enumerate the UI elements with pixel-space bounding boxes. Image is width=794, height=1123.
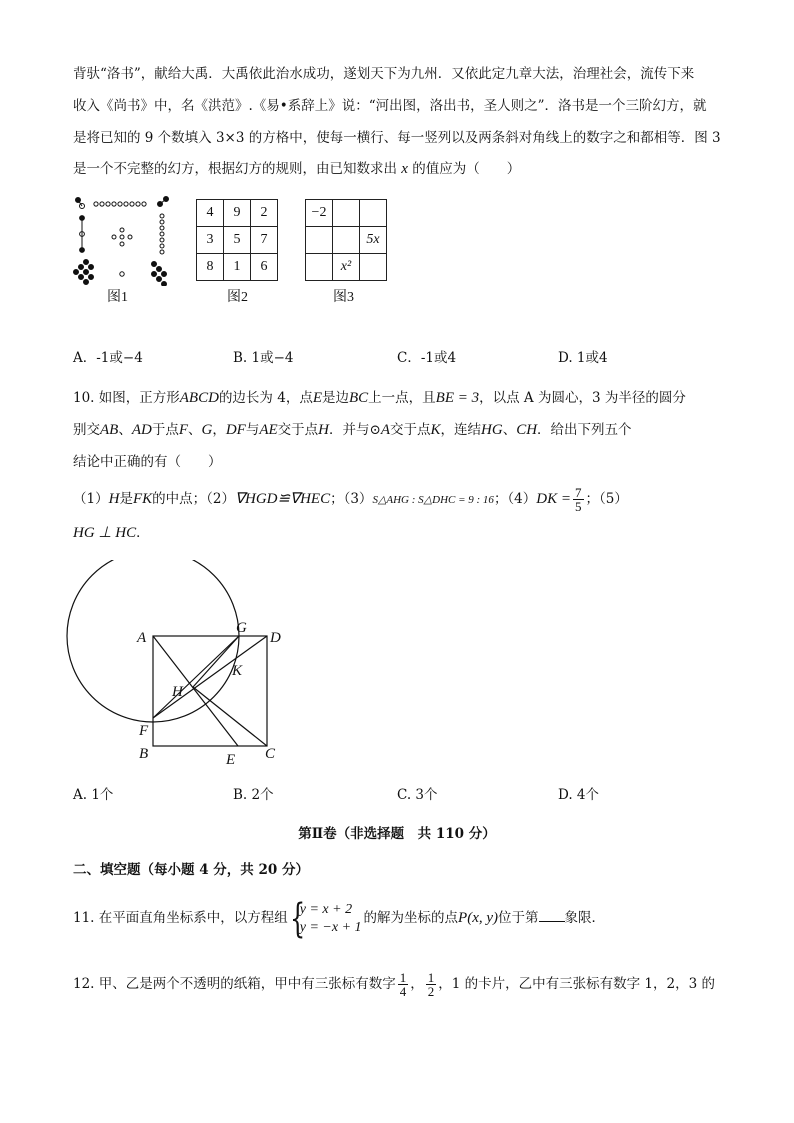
q10-option-b: B. 2个 xyxy=(233,787,274,803)
q10-text: 的边长为 4，点 xyxy=(218,390,313,406)
q10-math: A xyxy=(380,422,390,438)
luoshu-dot xyxy=(89,265,94,270)
q10-math: F xyxy=(178,422,188,438)
magic-cell: 5x xyxy=(360,227,387,254)
q10-text: 于点 xyxy=(151,422,179,438)
fraction-denominator: 2 xyxy=(427,984,435,999)
luoshu-dot xyxy=(136,202,140,206)
q10-math-area-ratio: S△AHG : S△DHC = 9 : 16 xyxy=(372,494,494,506)
geometry-figure xyxy=(60,560,300,770)
q10-math: E xyxy=(312,390,322,406)
fraction-seven-fifths xyxy=(573,486,584,513)
q10-math: DF xyxy=(225,422,246,438)
q10-text: （1） xyxy=(73,491,109,507)
equation-system xyxy=(289,895,362,942)
luoshu-dot xyxy=(118,202,122,206)
q9-line-4-text: 是一个不完整的幻方，根据幻方的规则，由已知数求出 xyxy=(73,161,397,177)
q10-math: HG ⊥ HC xyxy=(73,525,137,541)
q10-conclusions-line-2 xyxy=(73,523,733,543)
luoshu-dot xyxy=(124,202,128,206)
q10-text: 的中点；（2） xyxy=(152,491,235,507)
magic-cell: x² xyxy=(333,254,360,281)
q10-option-d: D. 4个 xyxy=(558,787,600,803)
q10-math: BE = 3 xyxy=(435,390,480,406)
q11-text: 象限． xyxy=(564,910,606,926)
magic-square-incomplete xyxy=(305,199,387,281)
q10-math: CH xyxy=(516,422,538,438)
q10-text: ，以点 A 为圆心，3 为半径的圆分 xyxy=(479,390,686,406)
luoshu-dot xyxy=(162,282,167,287)
q10-text: 10. 如图，正方形 xyxy=(73,390,180,406)
q9-line-3: 是将已知的 9 个数填入 3×3 的方格中，使每一横行、每一竖列以及两条斜对角线上的数字之和都相等．图 3 xyxy=(73,130,721,146)
fraction-one-half xyxy=(426,971,437,998)
label-d: D xyxy=(270,630,281,646)
luoshu-dot xyxy=(160,220,164,224)
magic-cell: 8 xyxy=(197,254,224,281)
q10-math: AB xyxy=(100,422,119,438)
q10-math: H xyxy=(108,491,120,507)
brace-icon: { xyxy=(289,895,306,942)
q9-option-b: B. 1或−4 xyxy=(233,350,294,366)
magic-cell: 3 xyxy=(197,227,224,254)
segment-ae xyxy=(153,636,238,746)
q10-text: ；（5） xyxy=(585,491,628,507)
luoshu-dot xyxy=(79,265,84,270)
luoshu-dot xyxy=(94,202,98,206)
magic-cell: 4 xyxy=(197,200,224,227)
luoshu-dot xyxy=(142,202,146,206)
q9-option-a: A．-1或−4 xyxy=(73,350,143,366)
q10-math: FK xyxy=(132,491,153,507)
section-title: 第Ⅱ卷（非选择题 共 110 分） xyxy=(298,826,496,842)
q12-text: ， xyxy=(410,976,424,992)
luoshu-dot xyxy=(84,260,89,265)
luoshu-dot xyxy=(157,267,162,272)
luoshu-dot xyxy=(128,235,132,239)
q9-line-4-end: 的值应为（ ） xyxy=(412,161,521,177)
magic-cell-empty xyxy=(306,227,333,254)
luoshu-dot xyxy=(120,242,124,246)
magic-cell-empty xyxy=(333,227,360,254)
segment-fg xyxy=(153,636,239,718)
fig2-caption: 图2 xyxy=(227,290,248,305)
fig1-caption: 图1 xyxy=(107,290,128,305)
luoshu-dot xyxy=(160,232,164,236)
luoshu-dot xyxy=(160,226,164,230)
q10-math: BC xyxy=(349,390,369,406)
q10-text: ；（4） xyxy=(493,491,537,507)
q10-text: 、 xyxy=(502,422,517,438)
luoshu-dot xyxy=(160,244,164,248)
q10-text: 交于点 xyxy=(277,422,319,438)
fraction-numerator: 7 xyxy=(575,485,582,500)
label-g: G xyxy=(236,620,247,636)
q10-math: DK = xyxy=(536,491,571,507)
q10-math: HG xyxy=(481,422,503,438)
luoshu-dot xyxy=(160,238,164,242)
fig3-caption: 图3 xyxy=(333,290,354,305)
section-heading: 二、填空题（每小题 4 分，共 20 分） xyxy=(73,862,309,878)
luoshu-dot xyxy=(130,202,134,206)
q11-text: 11. 在平面直角坐标系中，以方程组 xyxy=(73,910,288,926)
q10-line-1 xyxy=(73,388,733,408)
q11-line xyxy=(73,895,733,942)
label-e: E xyxy=(226,752,236,768)
q10-line-2 xyxy=(73,420,733,440)
q10-text: 上一点，且 xyxy=(368,390,436,406)
luoshu-dot xyxy=(152,262,157,267)
luoshu-dot xyxy=(120,228,124,232)
q10-math: AD xyxy=(131,422,152,438)
q10-text: 别交 xyxy=(73,422,100,438)
fraction-one-fourth xyxy=(398,971,409,998)
q10-math: K xyxy=(430,422,441,438)
magic-cell-empty xyxy=(333,200,360,227)
q10-math: AE xyxy=(259,422,278,438)
luoshu-dot xyxy=(89,275,94,280)
q10-text: ；（3） xyxy=(330,491,373,507)
label-f: F xyxy=(139,723,149,739)
luoshu-dot xyxy=(112,235,116,239)
label-k: K xyxy=(232,663,243,679)
label-c: C xyxy=(265,746,276,762)
q10-text: 是边 xyxy=(322,390,349,406)
fraction-denominator: 5 xyxy=(575,499,582,514)
q9-line-2: 收入《尚书》中，名《洪范》.《易•系辞上》说：“河出图，洛出书，圣人则之”．洛书是一个三阶幻方，就 xyxy=(73,98,707,114)
magic-cell: 9 xyxy=(224,200,251,227)
fraction-denominator: 4 xyxy=(399,984,407,999)
q10-text: 、 xyxy=(118,422,132,438)
luoshu-dot xyxy=(79,275,84,280)
equation-2: y = −x + 1 xyxy=(299,919,362,935)
magic-cell-empty xyxy=(360,254,387,281)
q10-math: ABCD xyxy=(179,390,219,406)
luoshu-dot xyxy=(106,202,110,206)
magic-square-complete xyxy=(196,199,278,281)
magic-cell: 2 xyxy=(251,200,278,227)
luoshu-dot xyxy=(74,270,79,275)
q11-text: 的解为坐标的点 xyxy=(363,910,459,926)
luoshu-dot xyxy=(100,202,104,206)
q10-math: H xyxy=(318,422,330,438)
luoshu-dot xyxy=(112,202,116,206)
q9-line-1: 背驮“洛书”，献给大禹．大禹依此治水成功，遂划天下为九州．又依此定九章大法，治理社会，流传下来 xyxy=(73,66,695,82)
q10-text: 交于点 xyxy=(390,422,431,438)
answer-blank[interactable] xyxy=(539,907,565,922)
label-a: A xyxy=(137,630,147,646)
q10-line-3: 结论中正确的有（ ） xyxy=(73,454,222,470)
q10-option-c: C. 3个 xyxy=(397,787,438,803)
q10-text: ．给出下列五个 xyxy=(537,422,632,438)
label-b: B xyxy=(139,746,149,762)
q9-option-d: D. 1或4 xyxy=(558,350,608,366)
q12-text: ，1 的卡片，乙中有三张标有数字 1，2，3 的 xyxy=(438,976,715,992)
luoshu-dot xyxy=(160,214,164,218)
q10-text: ． xyxy=(136,525,150,541)
luoshu-dot xyxy=(84,280,89,285)
luoshu-dot xyxy=(84,270,89,275)
q10-text: ．并与⊙ xyxy=(329,422,381,438)
magic-cell: 6 xyxy=(251,254,278,281)
q10-text: 是 xyxy=(119,491,133,507)
q10-math: G xyxy=(201,422,213,438)
magic-cell: 5 xyxy=(224,227,251,254)
label-h: H xyxy=(172,684,183,700)
q9-variable-x: x xyxy=(401,161,408,177)
square-abcd xyxy=(153,636,267,746)
q10-text: 、 xyxy=(188,422,202,438)
luoshu-dot xyxy=(120,235,124,239)
magic-cell: 1 xyxy=(224,254,251,281)
luoshu-dot xyxy=(152,272,157,277)
magic-cell: 7 xyxy=(251,227,278,254)
segment-ch xyxy=(193,687,267,746)
q10-conclusions-line-1 xyxy=(73,486,733,513)
luoshu-dot xyxy=(120,272,124,276)
luoshu-dot xyxy=(162,272,167,277)
segment-df xyxy=(153,636,267,718)
fraction-numerator: 1 xyxy=(427,970,435,985)
equation-1: y = x + 2 xyxy=(299,901,353,917)
magic-cell-empty xyxy=(306,254,333,281)
fraction-numerator: 1 xyxy=(399,970,407,985)
q9-line-4 xyxy=(73,159,733,179)
q11-text: 位于第 xyxy=(498,910,539,926)
magic-cell-empty xyxy=(360,200,387,227)
q10-text: ， xyxy=(212,422,226,438)
q10-text: 与 xyxy=(245,422,260,438)
q12-text: 12. 甲、乙是两个不透明的纸箱，甲中有三张标有数字 xyxy=(73,976,396,992)
q10-text: ，连结 xyxy=(440,422,482,438)
q11-point: P(x, y) xyxy=(458,910,499,926)
q9-option-c: C．-1或4 xyxy=(397,350,457,366)
q12-line xyxy=(73,966,733,1002)
luoshu-figure xyxy=(70,194,174,286)
q10-option-a: A. 1个 xyxy=(73,787,114,803)
q10-math: ∇HGD≌∇HEC xyxy=(234,491,331,507)
magic-cell: −2 xyxy=(306,200,333,227)
luoshu-dot xyxy=(157,277,162,282)
luoshu-dot xyxy=(160,250,164,254)
